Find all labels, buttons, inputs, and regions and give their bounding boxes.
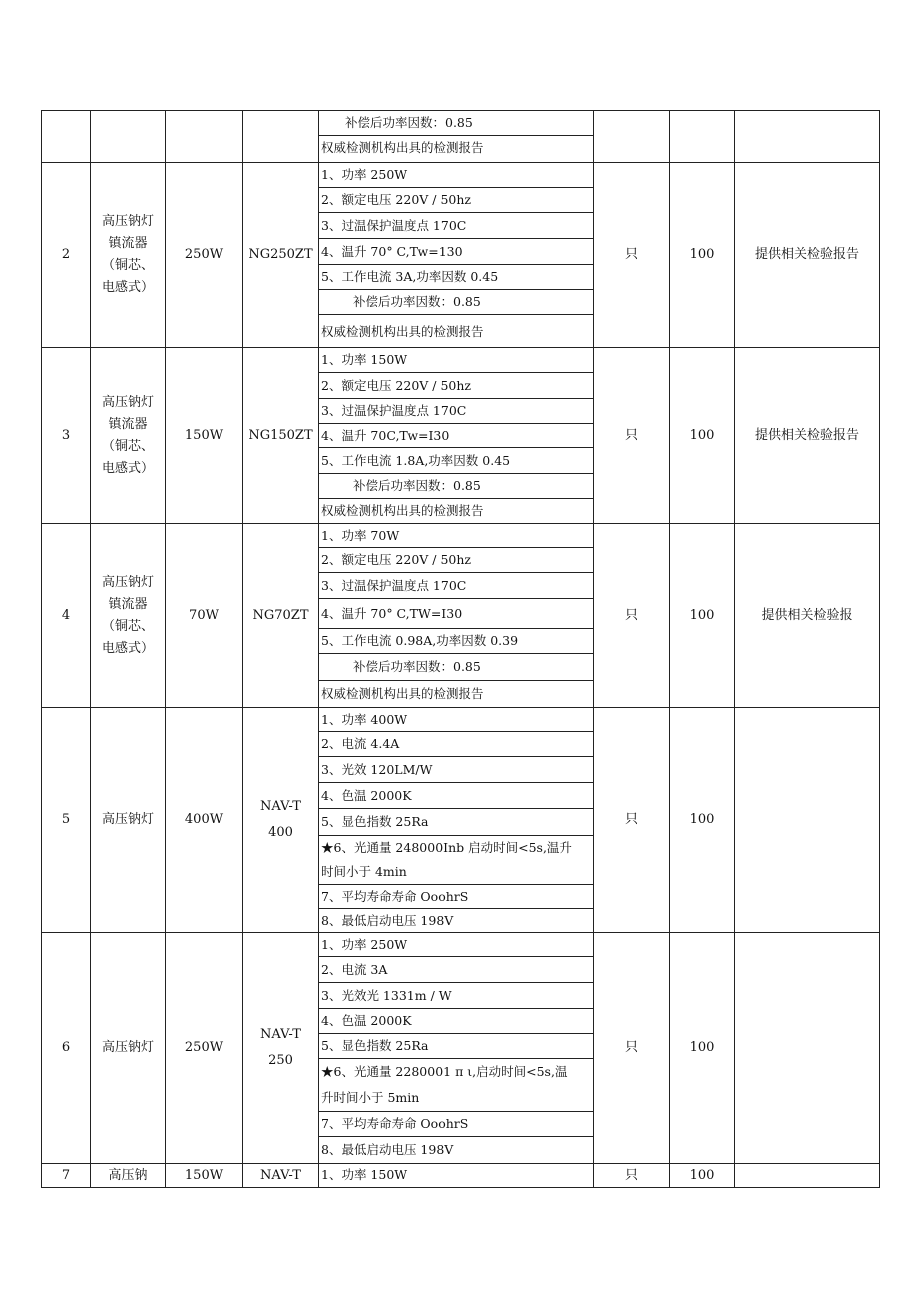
item-qty: 100 xyxy=(670,933,735,1164)
table-row xyxy=(42,933,880,1164)
item-name: 高压钠灯镇流器（铜芯、电感式） xyxy=(91,348,166,524)
item-unit: 只 xyxy=(594,524,670,708)
item-unit: 只 xyxy=(594,348,670,524)
spec-line: 1、功率 150W xyxy=(319,348,593,373)
spec-cell xyxy=(319,933,594,1164)
item-name: 高压钠灯镇流器（铜芯、电感式） xyxy=(91,524,166,708)
spec-cell xyxy=(319,163,594,348)
spec-line: 1、功率 250W xyxy=(319,163,593,188)
spec-line: 3、过温保护温度点 170C xyxy=(319,573,593,599)
spec-line: 8、最低启动电压 198V xyxy=(321,913,454,928)
item-unit: 只 xyxy=(594,163,670,348)
spec-line: 3、光效 120LM/W xyxy=(319,757,593,783)
item-number: 4 xyxy=(42,524,91,708)
spec-line: 5、工作电流 0.98A,功率因数 0.39 xyxy=(319,629,593,654)
table-row xyxy=(42,1164,880,1188)
item-unit: 只 xyxy=(594,1164,670,1188)
item-unit xyxy=(594,111,670,163)
item-model: NAV-T 400 xyxy=(243,708,319,933)
item-unit: 只 xyxy=(594,933,670,1164)
table-row xyxy=(42,348,880,524)
spec-cell xyxy=(319,524,594,708)
spec-line: 4、温升 70C,Tw=I30 xyxy=(319,424,593,448)
spec-line: 8、最低启动电压 198V xyxy=(321,1142,454,1157)
item-qty: 100 xyxy=(670,1164,735,1188)
item-model xyxy=(243,111,319,163)
spec-line: 补偿后功率因数：0.85 xyxy=(319,111,593,136)
item-power: 150W xyxy=(166,348,243,524)
spec-line: 权威检测机构出具的检测报告 xyxy=(321,686,484,701)
spec-line: 4、温升 70° C,Tw=130 xyxy=(319,239,593,265)
spec-line: 权威检测机构出具的检测报告 xyxy=(321,503,484,518)
spec-line: 1、功率 150W xyxy=(321,1167,408,1182)
spec-line: 1、功率 70W xyxy=(319,524,593,548)
item-power: 250W xyxy=(166,163,243,348)
item-model: NAV-T xyxy=(243,1164,319,1188)
spec-line: 2、额定电压 220V / 50hz xyxy=(319,373,593,399)
item-number: 6 xyxy=(42,933,91,1164)
item-number: 3 xyxy=(42,348,91,524)
table-row xyxy=(42,708,880,933)
table-row xyxy=(42,111,880,163)
spec-line: 2、电流 3A xyxy=(319,957,593,983)
spec-line: 2、额定电压 220V / 50hz xyxy=(319,548,593,573)
item-model: NG150ZT xyxy=(243,348,319,524)
spec-cell xyxy=(319,111,594,163)
item-remark xyxy=(735,1164,880,1188)
item-remark: 提供相关检验报 xyxy=(735,524,880,708)
spec-line: ★6、光通量 2280001 π ι,启动时间<5s,温升时间小于 5min xyxy=(319,1059,593,1112)
item-name: 高压钠灯 xyxy=(91,708,166,933)
item-qty: 100 xyxy=(670,163,735,348)
item-number xyxy=(42,111,91,163)
spec-line: 1、功率 250W xyxy=(319,933,593,957)
item-name: 高压钠灯 xyxy=(91,933,166,1164)
item-qty: 100 xyxy=(670,524,735,708)
spec-line: 补偿后功率因数：0.85 xyxy=(319,654,593,681)
spec-cell xyxy=(319,348,594,524)
item-number: 5 xyxy=(42,708,91,933)
item-power: 250W xyxy=(166,933,243,1164)
item-model: NG250ZT xyxy=(243,163,319,348)
item-remark: 提供相关检验报告 xyxy=(735,348,880,524)
spec-line: 7、平均寿命寿命 OoohrS xyxy=(319,1112,593,1137)
spec-cell xyxy=(319,708,594,933)
spec-line: 2、电流 4.4A xyxy=(319,732,593,757)
spec-line: 5、工作电流 1.8A,功率因数 0.45 xyxy=(319,448,593,474)
item-remark: 提供相关检验报告 xyxy=(735,163,880,348)
table-row xyxy=(42,524,880,708)
item-model: NG70ZT xyxy=(243,524,319,708)
spec-line: 3、过温保护温度点 170C xyxy=(319,399,593,424)
spec-line: 2、额定电压 220V / 50hz xyxy=(319,188,593,213)
spec-line: 1、功率 400W xyxy=(319,708,593,732)
table-row xyxy=(42,163,880,348)
item-number: 2 xyxy=(42,163,91,348)
item-power: 70W xyxy=(166,524,243,708)
spec-line: 权威检测机构出具的检测报告 xyxy=(321,324,484,339)
procurement-spec-table xyxy=(41,110,880,1188)
spec-line: 4、色温 2000K xyxy=(319,1009,593,1034)
spec-line: 3、过温保护温度点 170C xyxy=(319,213,593,239)
spec-line: 5、工作电流 3A,功率因数 0.45 xyxy=(319,265,593,290)
item-unit: 只 xyxy=(594,708,670,933)
spec-line: 5、显色指数 25Ra xyxy=(319,809,593,836)
item-name: 高压钠灯镇流器（铜芯、电感式） xyxy=(91,163,166,348)
spec-line: 4、温升 70° C,TW=I30 xyxy=(319,599,593,629)
item-number: 7 xyxy=(42,1164,91,1188)
spec-line: 补偿后功率因数：0.85 xyxy=(319,474,593,499)
item-model: NAV-T 250 xyxy=(243,933,319,1164)
item-power: 400W xyxy=(166,708,243,933)
item-remark xyxy=(735,708,880,933)
spec-line: 4、色温 2000K xyxy=(319,783,593,809)
item-remark xyxy=(735,933,880,1164)
spec-line: 3、光效光 1331m / W xyxy=(319,983,593,1009)
item-power xyxy=(166,111,243,163)
spec-line: ★6、光通量 248000Inb 启动时间<5s,温升时间小于 4min xyxy=(319,836,593,885)
item-name: 高压钠 xyxy=(91,1164,166,1188)
item-power: 150W xyxy=(166,1164,243,1188)
spec-line: 7、平均寿命寿命 OoohrS xyxy=(319,885,593,909)
item-name xyxy=(91,111,166,163)
item-qty: 100 xyxy=(670,348,735,524)
item-qty: 100 xyxy=(670,708,735,933)
spec-line: 5、显色指数 25Ra xyxy=(319,1034,593,1059)
spec-line: 权威检测机构出具的检测报告 xyxy=(321,140,484,155)
item-remark xyxy=(735,111,880,163)
item-qty xyxy=(670,111,735,163)
spec-line: 补偿后功率因数：0.85 xyxy=(319,290,593,315)
spec-cell xyxy=(319,1164,594,1188)
